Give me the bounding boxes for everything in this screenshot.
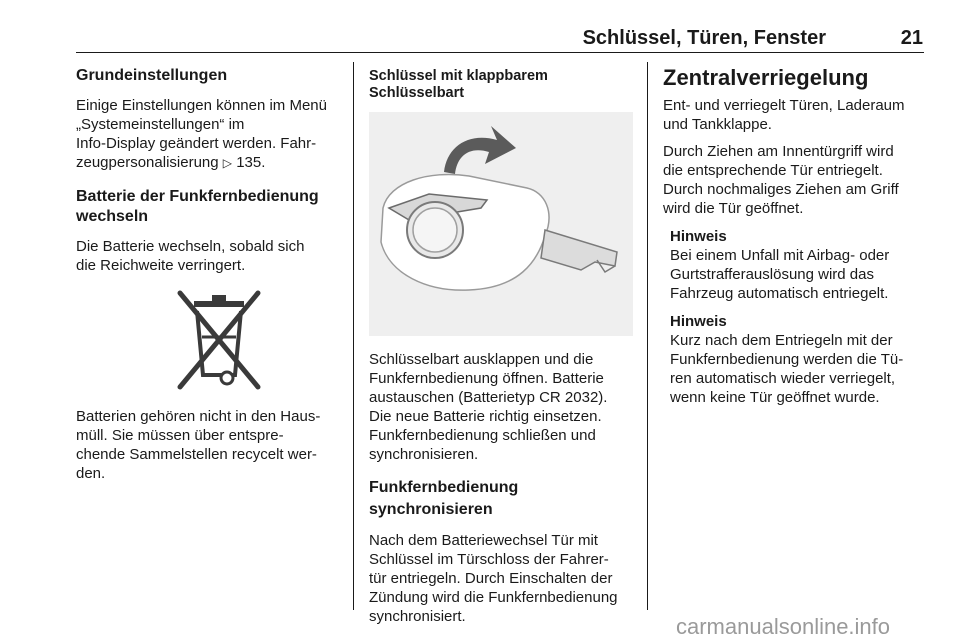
note-box-relock [670,312,929,407]
paragraph-remote-sync: Nach dem Batteriewechsel Tür mit Schlüssel im Türschloss der Fahrer- tür entriegeln. Durch Einschalten der Zündung wird die Funkfernbedienung synchronisiert. [369,532,618,625]
paragraph-battery-replace: Die Batterie wechseln, sobald sich die Reichweite verringert. [76,238,305,274]
heading-central-locking: Zentralverriegelung [663,65,869,90]
column-right [663,64,929,407]
column-left [76,64,342,483]
crossed-out-bin-icon [76,287,342,395]
page-number: 21 [900,27,923,49]
note-title: Hinweis [670,228,727,245]
note-text: Kurz nach dem Entriegeln mit der Funkfernbedienung werden die Tü- ren automatisch wieder verriegelt, wenn keine Tür geöffnet wurde. [670,332,904,406]
column-divider [353,62,354,610]
key-battery-illustration [369,112,633,336]
paragraph-central-locking: Ent- und verriegelt Türen, Laderaum und Tankklappe. [663,97,905,133]
note-text: Bei einem Unfall mit Airbag- oder Gurtstrafferauslösung wird das Fahrzeug automatisch entriegelt. [670,247,890,302]
paragraph-door-handle: Durch Ziehen am Innentürgriff wird die entsprechende Tür entriegelt. Durch nochmaliges Ziehen am Griff wird die Tür geöffnet. [663,143,899,217]
heading-battery-replace: Batterie der Funkfernbedienung wechseln [76,188,319,225]
column-middle [369,64,635,626]
heading-folding-key: Schlüssel mit klappbarem Schlüsselbart [369,68,548,101]
header-divider [76,52,924,53]
page-header-title: Schlüssel, Türen, Fenster [582,27,826,49]
watermark: carmanualsonline.info [676,614,891,639]
paragraph-basic-settings: Einige Einstellungen können im Menü „Systemeinstellungen“ im Info-Display geändert werden. Fahr- zeugpersonalisierung ▷ 135. [76,97,327,171]
note-box-airbag [670,227,929,303]
page-reference-arrow-icon[interactable]: ▷ [222,156,233,170]
note-title: Hinweis [670,313,727,330]
paragraph-fold-key: Schlüsselbart ausklappen und die Funkfernbedienung öffnen. Batterie austauschen (Batterietyp CR 2032). Die neue Batterie richtig einsetzen. Funkfernbedienung schließen und synchronisieren. [369,351,608,463]
page-reference-link[interactable]: 135. [236,154,266,171]
heading-basic-settings: Grundeinstellungen [76,67,228,84]
paragraph-battery-disposal: Batterien gehören nicht in den Haus- müll. Sie müssen über entspre- chende Sammelstellen recycelt wer- den. [76,408,321,482]
heading-remote-sync: Funkfernbedienung synchronisieren [369,479,519,518]
column-divider [647,62,648,610]
